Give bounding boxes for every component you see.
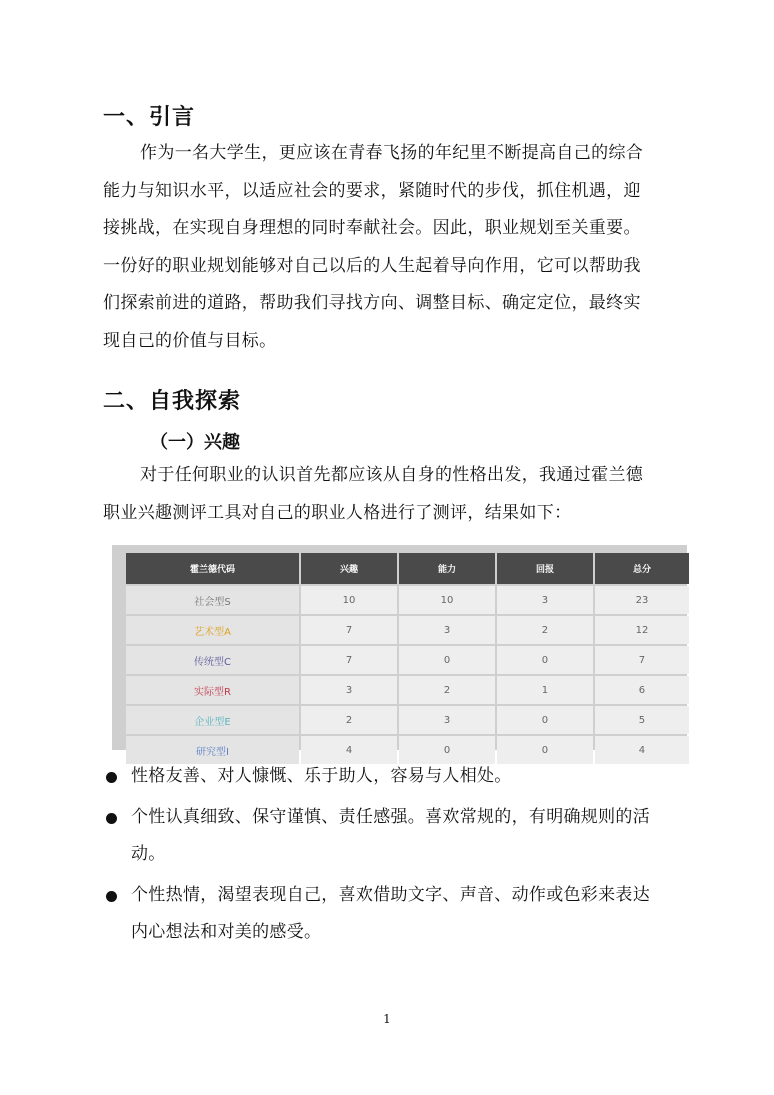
para-line: 作为一名大学生，更应该在青春飞扬的年纪里不断提高自己的综合	[140, 143, 644, 163]
table-cell: 5	[595, 706, 689, 734]
interest-paragraph	[103, 457, 673, 532]
table-cell: 0	[399, 646, 495, 674]
column-header: 兴趣	[301, 553, 397, 584]
column-header: 能力	[399, 553, 495, 584]
table-row	[126, 706, 689, 734]
para-line: 们探索前进的道路，帮助我们寻找方向、调整目标、确定定位，最终实	[103, 293, 641, 313]
para-line: 职业兴趣测评工具对自己的职业人格进行了测评，结果如下：	[103, 502, 572, 523]
table-cell: 0	[497, 646, 593, 674]
holland-table	[124, 551, 691, 766]
para-line: 现自己的价值与目标。	[103, 330, 277, 351]
table-cell-type: 研究型I	[126, 736, 299, 764]
table-cell: 7	[301, 616, 397, 644]
table-cell: 1	[497, 676, 593, 704]
bullet-icon	[106, 772, 117, 783]
table-cell-type: 传统型C	[126, 646, 299, 674]
table-cell-type: 企业型E	[126, 706, 299, 734]
list-item	[103, 877, 673, 952]
list-item	[103, 799, 673, 874]
table-row	[126, 676, 689, 704]
table-cell: 6	[595, 676, 689, 704]
bullet-list	[103, 758, 673, 955]
section-heading-intro: 一、引言	[103, 105, 196, 130]
table-cell: 0	[497, 706, 593, 734]
para-line: 对于任何职业的认识首先都应该从自身的性格出发，我通过霍兰德	[140, 465, 644, 485]
column-header: 总分	[595, 553, 689, 584]
table-row	[126, 646, 689, 674]
column-header: 霍兰德代码	[126, 553, 299, 584]
sub-heading-interest: （一）兴趣	[150, 432, 240, 453]
para-line: 接挑战，在实现自身理想的同时奉献社会。因此，职业规划至关重要。	[103, 218, 641, 238]
column-header: 回报	[497, 553, 593, 584]
table-cell: 3	[399, 616, 495, 644]
table-cell: 2	[301, 706, 397, 734]
table-row	[126, 616, 689, 644]
table-row	[126, 586, 689, 614]
table-cell: 4	[301, 736, 397, 764]
table-cell: 2	[497, 616, 593, 644]
list-item	[103, 758, 673, 796]
table-cell-type: 社会型S	[126, 586, 299, 614]
table-cell: 4	[595, 736, 689, 764]
table-cell: 3	[399, 706, 495, 734]
table-cell: 23	[595, 586, 689, 614]
list-item-text: 个性热情，渴望表现自己，喜欢借助文字、声音、动作或色彩来表达	[131, 884, 650, 905]
list-item-text: 动。	[131, 844, 166, 864]
section-heading-self: 二、自我探索	[103, 389, 242, 414]
list-item-text: 个性认真细致、保守谨慎、责任感强。喜欢常规的，有明确规则的活	[131, 806, 650, 827]
list-item-text: 内心想法和对美的感受。	[131, 922, 322, 942]
holland-table-image	[112, 545, 687, 758]
para-line: 一份好的职业规划能够对自己以后的人生起着导向作用，它可以帮助我	[103, 255, 641, 276]
table-cell: 3	[301, 676, 397, 704]
intro-paragraph	[103, 135, 673, 360]
table-cell: 10	[399, 586, 495, 614]
table-cell-type: 艺术型A	[126, 616, 299, 644]
para-line: 能力与知识水平，以适应社会的要求，紧随时代的步伐，抓住机遇，迎	[103, 180, 641, 201]
table-cell: 7	[595, 646, 689, 674]
table-cell: 3	[497, 586, 593, 614]
bullet-icon	[106, 891, 117, 902]
table-cell: 10	[301, 586, 397, 614]
page-number: 1	[383, 1012, 391, 1026]
table-cell: 2	[399, 676, 495, 704]
table-cell: 0	[497, 736, 593, 764]
table-cell: 0	[399, 736, 495, 764]
bullet-icon	[106, 813, 117, 824]
list-item-text: 性格友善、对人慷慨、乐于助人，容易与人相处。	[131, 766, 512, 786]
table-cell: 7	[301, 646, 397, 674]
table-cell-type: 实际型R	[126, 676, 299, 704]
table-header-row	[126, 553, 689, 584]
table-cell: 12	[595, 616, 689, 644]
